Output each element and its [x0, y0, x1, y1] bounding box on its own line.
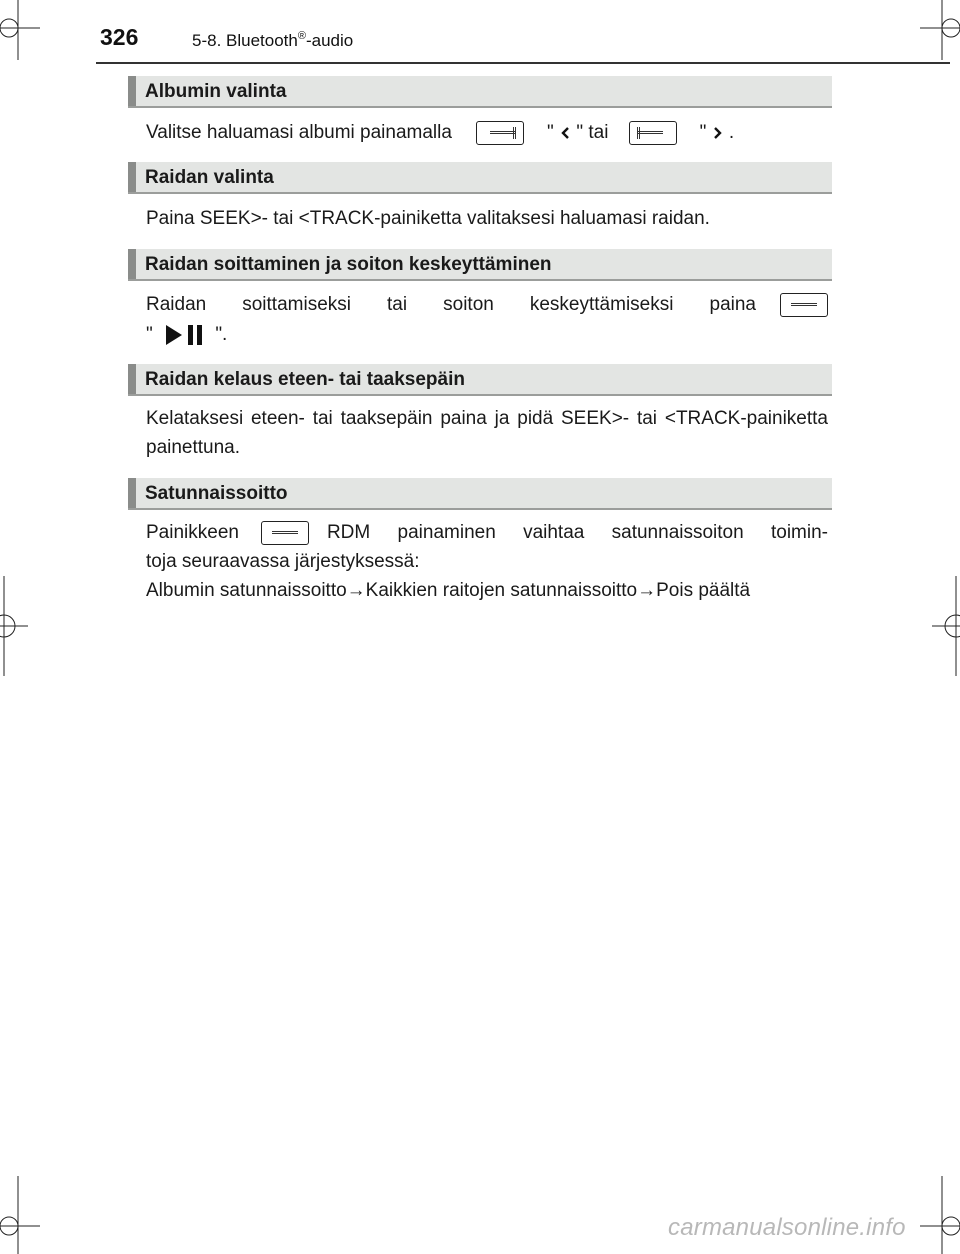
heading-bar: [128, 249, 136, 279]
header-rule: [96, 62, 950, 64]
play-pause-icon: [164, 323, 206, 347]
steering-switch-button-icon: [261, 521, 309, 545]
crop-mark-mid-right: [932, 576, 960, 676]
random-mode-off: Pois päältä: [656, 580, 751, 601]
heading-label: Satunnaissoitto: [145, 483, 288, 504]
track-instructions: Paina SEEK>- tai <TRACK-painiketta valitaksesi haluamasi raidan.: [146, 208, 710, 229]
quote-close: ": [699, 122, 707, 143]
play-text: Raidan soittamiseksi tai soiton keskeyttämiseksi paina: [146, 294, 756, 315]
quote-mid: " tai: [576, 122, 609, 143]
play-instructions-line2: [146, 320, 828, 349]
chevron-right-icon: [712, 125, 724, 141]
seek-instructions: Kelataksesi eteen- tai taaksepäin paina ja pidä SEEK>- tai <TRACK-painiketta painettuna.: [146, 408, 828, 458]
random-mode-sequence: [146, 576, 828, 605]
heading-label: Raidan valinta: [145, 167, 274, 188]
album-instructions: [146, 118, 828, 147]
crop-mark-bottom-right: [920, 1176, 960, 1254]
section-heading-track: [128, 162, 832, 194]
album-text: Valitse haluamasi albumi painamalla: [146, 122, 452, 143]
random-text-start: Painikkeen: [146, 522, 239, 543]
crop-mark-top-right: [920, 0, 960, 60]
section-heading-play: [128, 249, 832, 281]
heading-label: Raidan kelaus eteen- tai taaksepäin: [145, 369, 465, 390]
steering-switch-button-icon: [476, 121, 524, 145]
watermark: carmanualsonline.info: [668, 1214, 906, 1241]
heading-bar: [128, 76, 136, 106]
crop-mark-mid-left: [0, 576, 28, 676]
steering-switch-button-icon: [780, 293, 828, 317]
chapter-title: [192, 30, 353, 51]
page-number: 326: [100, 24, 139, 50]
heading-label: Albumin valinta: [145, 81, 287, 102]
crop-mark-top-left: [0, 0, 40, 60]
section-heading-album: [128, 76, 832, 108]
period: .: [728, 122, 735, 143]
arrow-icon: →: [637, 580, 657, 601]
quote-open: ": [547, 122, 554, 143]
play-instructions-line1: [146, 290, 828, 319]
random-line2: toja seuraavassa järjestyksessä:: [146, 551, 420, 572]
random-mode-all: Kaikkien raitojen satunnaissoitto: [365, 580, 638, 601]
arrow-icon: →: [346, 580, 366, 601]
chapter-title-tail: -audio: [305, 31, 354, 50]
heading-bar: [128, 478, 136, 508]
random-instructions: [146, 518, 828, 605]
heading-label: Raidan soittaminen ja soiton keskeyttäminen: [145, 254, 552, 275]
crop-mark-bottom-left: [0, 1176, 40, 1254]
random-mode-album: Albumin satunnaissoitto: [146, 580, 347, 601]
heading-bar: [128, 364, 136, 394]
chapter-title-main: 5-8. Bluetooth: [192, 31, 298, 50]
random-text-end: RDM painaminen vaihtaa satunnaissoiton toimin-: [326, 522, 828, 543]
random-line1: [146, 518, 828, 547]
quote-close: ".: [215, 324, 228, 345]
section-heading-seek: [128, 364, 832, 396]
chevron-left-icon: [559, 125, 571, 141]
steering-switch-button-icon: [629, 121, 677, 145]
registered-mark: ®: [297, 30, 306, 42]
quote-open: ": [146, 324, 153, 345]
section-heading-random: [128, 478, 832, 510]
heading-bar: [128, 162, 136, 192]
